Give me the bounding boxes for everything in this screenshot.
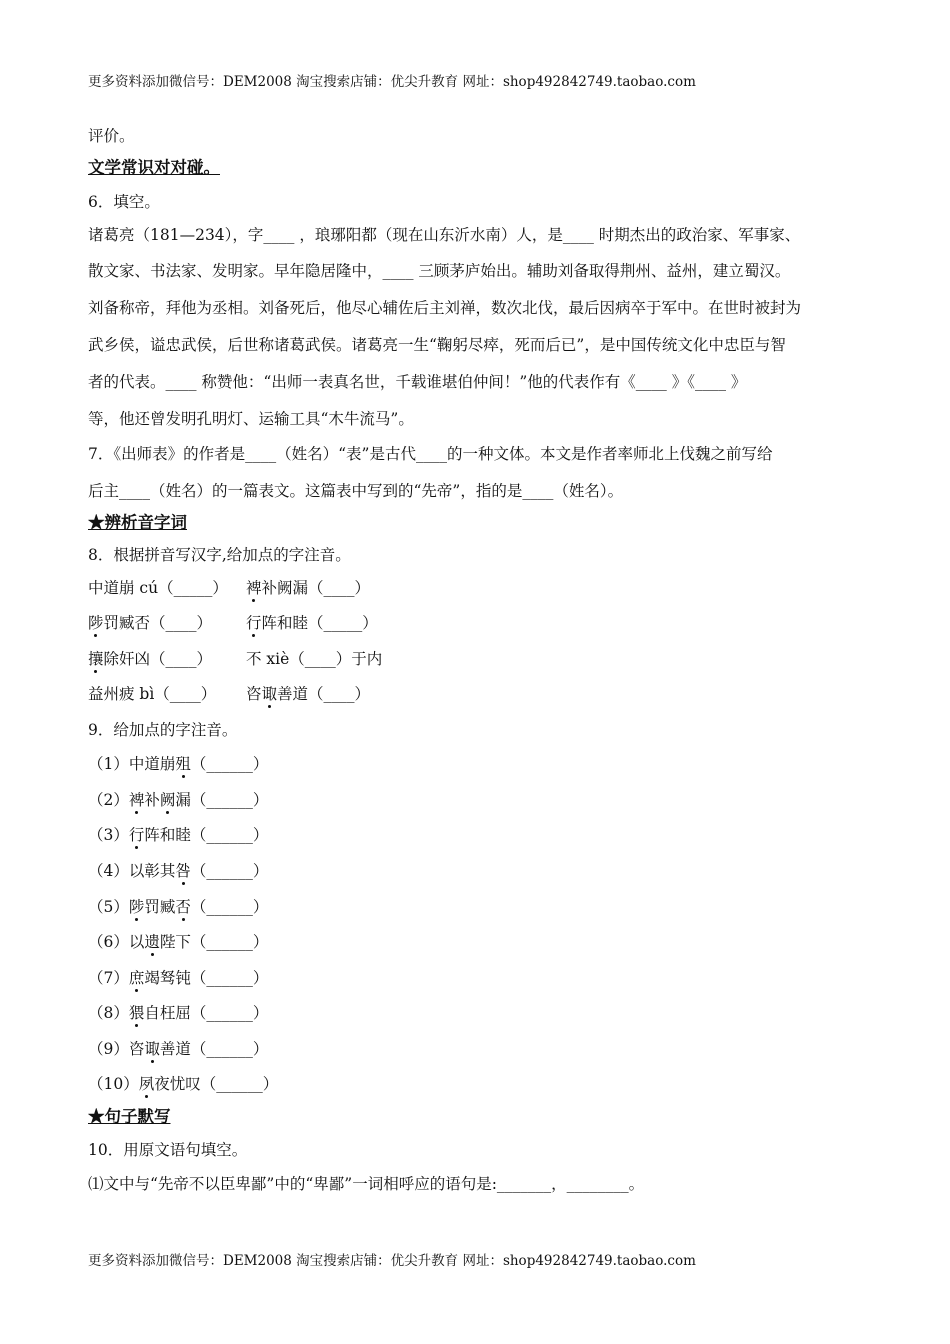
q9-item: （3）行阵和睦（______）: [88, 826, 269, 844]
section-heading-literature: 文学常识对对碰。: [88, 158, 220, 177]
q8-item: 行阵和睦（_____）: [246, 614, 378, 632]
q9-item: （8）猥自枉屈（______）: [88, 1004, 269, 1022]
question-8-title: 8．根据拼音写汉字,给加点的字注音。: [88, 546, 351, 564]
question-6-title: 6．填空。: [88, 193, 160, 211]
q8-item: 益州疲 bì（____）: [88, 685, 217, 703]
q9-item: （1）中道崩殂（______）: [88, 755, 269, 773]
q8-item: 裨补阙漏（____）: [246, 579, 371, 597]
question-6-paragraph-line: 者的代表。____ 称赞他：“出师一表真名世，千载谁堪伯仲间！”他的代表作有《____ 》《____ 》: [88, 373, 747, 391]
section-heading-recitation: ★句子默写: [88, 1107, 171, 1126]
q9-item: （6）以遗陛下（______）: [88, 933, 269, 951]
question-9-title: 9．给加点的字注音。: [88, 721, 238, 739]
q9-item: （2）裨补阙漏（______）: [88, 791, 269, 809]
page-header: 更多资料添加微信号：DEM2008 淘宝搜索店铺：优尖升教育 网址：shop492842749.taobao.com: [88, 74, 696, 90]
q8-item: 咨诹善道（____）: [246, 685, 371, 703]
q9-item: （4）以彰其咎（______）: [88, 862, 269, 880]
q8-item: 陟罚臧否（____）: [88, 614, 213, 632]
q9-item: （9）咨诹善道（______）: [88, 1040, 269, 1058]
question-6-paragraph-line: 诸葛亮（181—234），字____ ，琅琊阳都（现在山东沂水南）人，是____ 时期杰出的政治家、军事家、: [88, 226, 801, 244]
question-7-line: 后主____（姓名）的一篇表文。这篇表中写到的“先帝”，指的是____（姓名）。: [88, 482, 624, 500]
question-6-paragraph-line: 武乡侯，谥忠武侯，后世称诸葛武侯。诸葛亮一生“鞠躬尽瘁，死而后已”，是中国传统文化中忠臣与智: [88, 336, 786, 354]
question-6-paragraph-line: 散文家、书法家、发明家。早年隐居隆中，____ 三顾茅庐始出。辅助刘备取得荆州、益州，建立蜀汉。: [88, 262, 791, 280]
question-8-row: [88, 613, 378, 633]
q8-item: 攘除奸凶（____）: [88, 650, 213, 668]
q9-item: （5）陟罚臧否（______）: [88, 898, 269, 916]
question-7-line: 7．《出师表》的作者是____（姓名）“表”是古代____的一种文体。本文是作者率师北上伐魏之前写给: [88, 445, 773, 463]
question-8-row: [88, 578, 371, 598]
question-6-paragraph-line: 等，他还曾发明孔明灯、运输工具“木牛流马”。: [88, 410, 414, 428]
q8-item: 中道崩 cú（_____）: [88, 579, 228, 597]
q8-item: 不 xiè（____）于内: [246, 650, 383, 668]
section-heading-pronunciation: ★辨析音字词: [88, 513, 187, 532]
page-footer: 更多资料添加微信号：DEM2008 淘宝搜索店铺：优尖升教育 网址：shop492842749.taobao.com: [88, 1253, 696, 1269]
q9-item: （7）庶竭驽钝（______）: [88, 969, 269, 987]
text-line: 评价。: [88, 127, 135, 145]
question-10-title: 10．用原文语句填空。: [88, 1141, 248, 1159]
question-6-paragraph-line: 刘备称帝，拜他为丞相。刘备死后，他尽心辅佐后主刘禅，数次北伐，最后因病卒于军中。在世时被封为: [88, 299, 802, 317]
question-8-row: [88, 649, 383, 669]
q9-item: （10）夙夜忧叹（______）: [88, 1075, 279, 1093]
question-8-row: [88, 684, 371, 704]
question-10-item: ⑴文中与“先帝不以臣卑鄙”中的“卑鄙”一词相呼应的语句是:_______，________。: [88, 1175, 645, 1193]
